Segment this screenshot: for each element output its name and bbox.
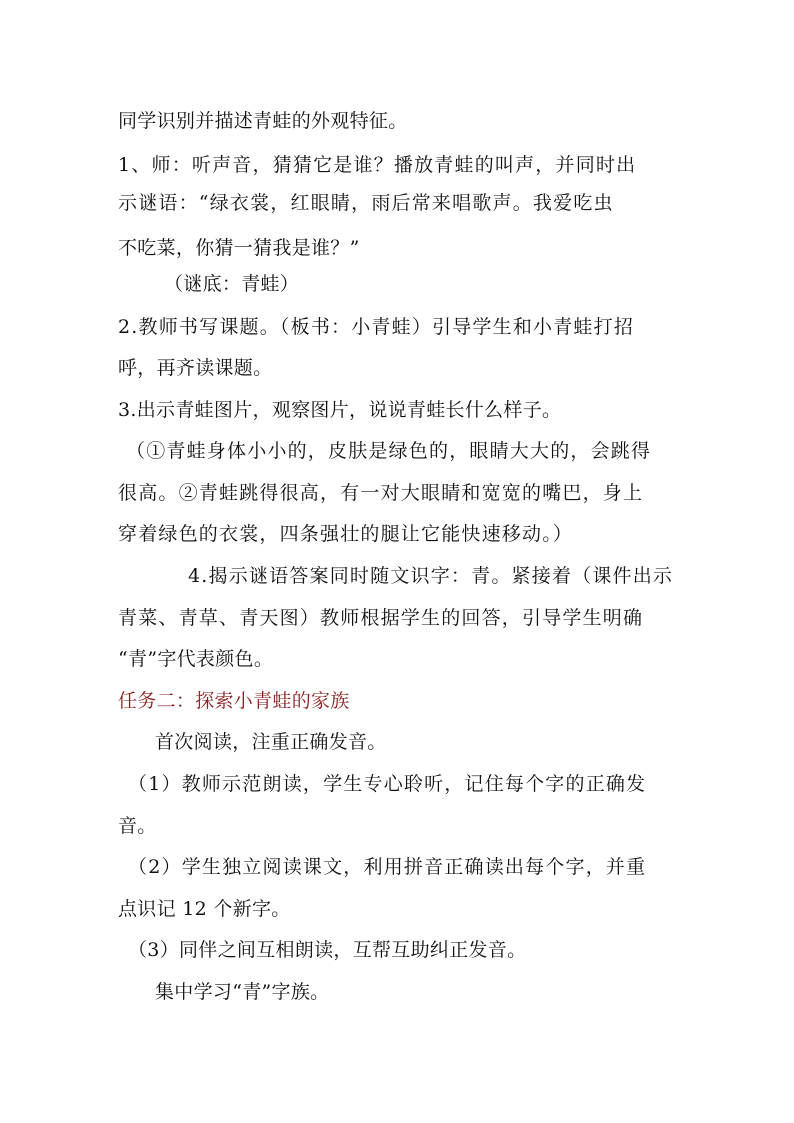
paragraph-line: 很高。②青蛙跳得很高，有一对大眼睛和宽宽的嘴巴，身上 bbox=[118, 482, 644, 504]
paragraph-line: （①青蛙身体小小的，皮肤是绿色的，眼睛大大的，会跳得 bbox=[126, 440, 652, 462]
paragraph-line: 不吃菜，你猜一猜我是谁？” bbox=[118, 237, 360, 259]
paragraph-line: （1）教师示范朗读，学生专心聆听，记住每个字的正确发 bbox=[128, 773, 647, 795]
paragraph-line: 音。 bbox=[118, 815, 157, 837]
paragraph-line: 同学识别并描述青蛙的外观特征。 bbox=[118, 110, 408, 132]
paragraph-line: 1、师：听声音，猜猜它是谁？播放青蛙的叫声，并同时出 bbox=[118, 154, 637, 176]
paragraph-line: 穿着绿色的衣裳，四条强壮的腿让它能快速移动。） bbox=[118, 523, 574, 545]
paragraph-line: 点识记 12 个新字。 bbox=[118, 898, 291, 920]
paragraph-line: 3.出示青蛙图片，观察图片，说说青蛙长什么样子。 bbox=[118, 399, 562, 421]
paragraph-line: 青菜、青草、青天图）教师根据学生的回答，引导学生明确 bbox=[118, 607, 644, 629]
paragraph-line: （谜底：青蛙） bbox=[164, 273, 300, 295]
paragraph-line: 4.揭示谜语答案同时随文识字：青。紧接着（课件出示 bbox=[188, 565, 674, 587]
paragraph-line: 示谜语：“绿衣裳，红眼睛，雨后常来唱歌声。我爱吃虫 bbox=[118, 192, 614, 214]
paragraph-line: （3）同伴之间互相朗读，互帮互助纠正发音。 bbox=[128, 939, 527, 961]
paragraph-line: 呼，再齐读课题。 bbox=[118, 357, 273, 379]
paragraph-line: 首次阅读，注重正确发音。 bbox=[155, 731, 387, 753]
paragraph-line: 集中学习“青”字族。 bbox=[155, 981, 330, 1003]
paragraph-line: “青”字代表颜色。 bbox=[118, 648, 274, 670]
section-heading: 任务二：探索小青蛙的家族 bbox=[118, 690, 350, 712]
paragraph-line: 2.教师书写课题。（板书：小青蛙）引导学生和小青蛙打招 bbox=[118, 316, 635, 338]
paragraph-line: （2）学生独立阅读课文，利用拼音正确读出每个字，并重 bbox=[128, 856, 647, 878]
